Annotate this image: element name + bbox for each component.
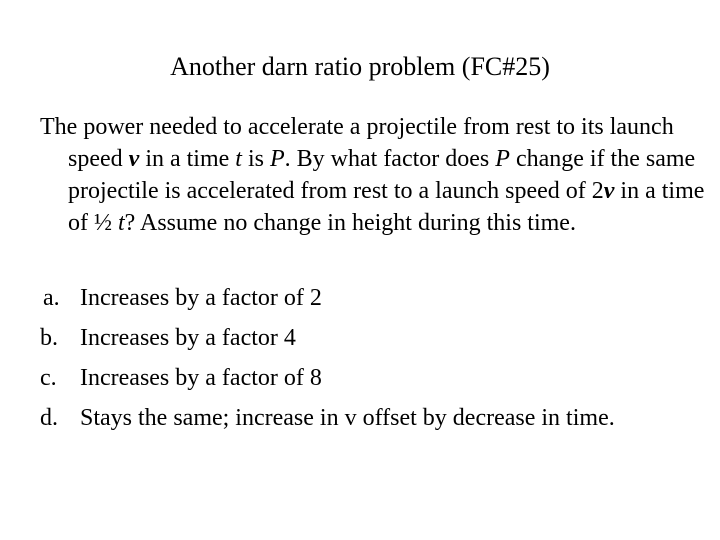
variable-t: t <box>118 210 125 236</box>
slide-title: Another darn ratio problem (FC#25) <box>170 52 550 81</box>
question-segment: ? Assume no change in height during this time. <box>124 210 576 236</box>
question-segment: in a time of ½ <box>68 178 705 236</box>
question-segment: change if the same projectile is accelerated from rest to a launch speed of 2 <box>68 146 696 204</box>
variable-v: v <box>128 146 140 172</box>
option-text: Increases by a factor of 2 <box>80 285 322 311</box>
variable-p: P <box>495 146 510 172</box>
option-letter: d. <box>40 405 58 431</box>
option-a <box>40 283 700 313</box>
question-segment: . By what factor does <box>284 146 496 172</box>
question-segment: in a time <box>139 146 236 172</box>
option-letter: a. <box>43 285 60 311</box>
option-text: Stays the same; increase in v offset by decrease in time. <box>80 405 615 431</box>
question-segment: The power needed to accelerate a projectile from rest to its launch speed <box>40 114 674 172</box>
answer-options <box>40 283 700 433</box>
option-text: Increases by a factor 4 <box>80 325 296 351</box>
option-letter: b. <box>40 325 58 351</box>
option-d <box>40 403 700 433</box>
option-b <box>40 323 700 353</box>
variable-v: v <box>603 178 615 204</box>
variable-t: t <box>235 146 242 172</box>
question-text <box>40 111 720 239</box>
option-c <box>40 363 700 393</box>
option-letter: c. <box>40 365 57 391</box>
variable-p: P <box>269 146 285 172</box>
question-segment: is <box>241 146 270 172</box>
option-text: Increases by a factor of 8 <box>80 365 322 391</box>
